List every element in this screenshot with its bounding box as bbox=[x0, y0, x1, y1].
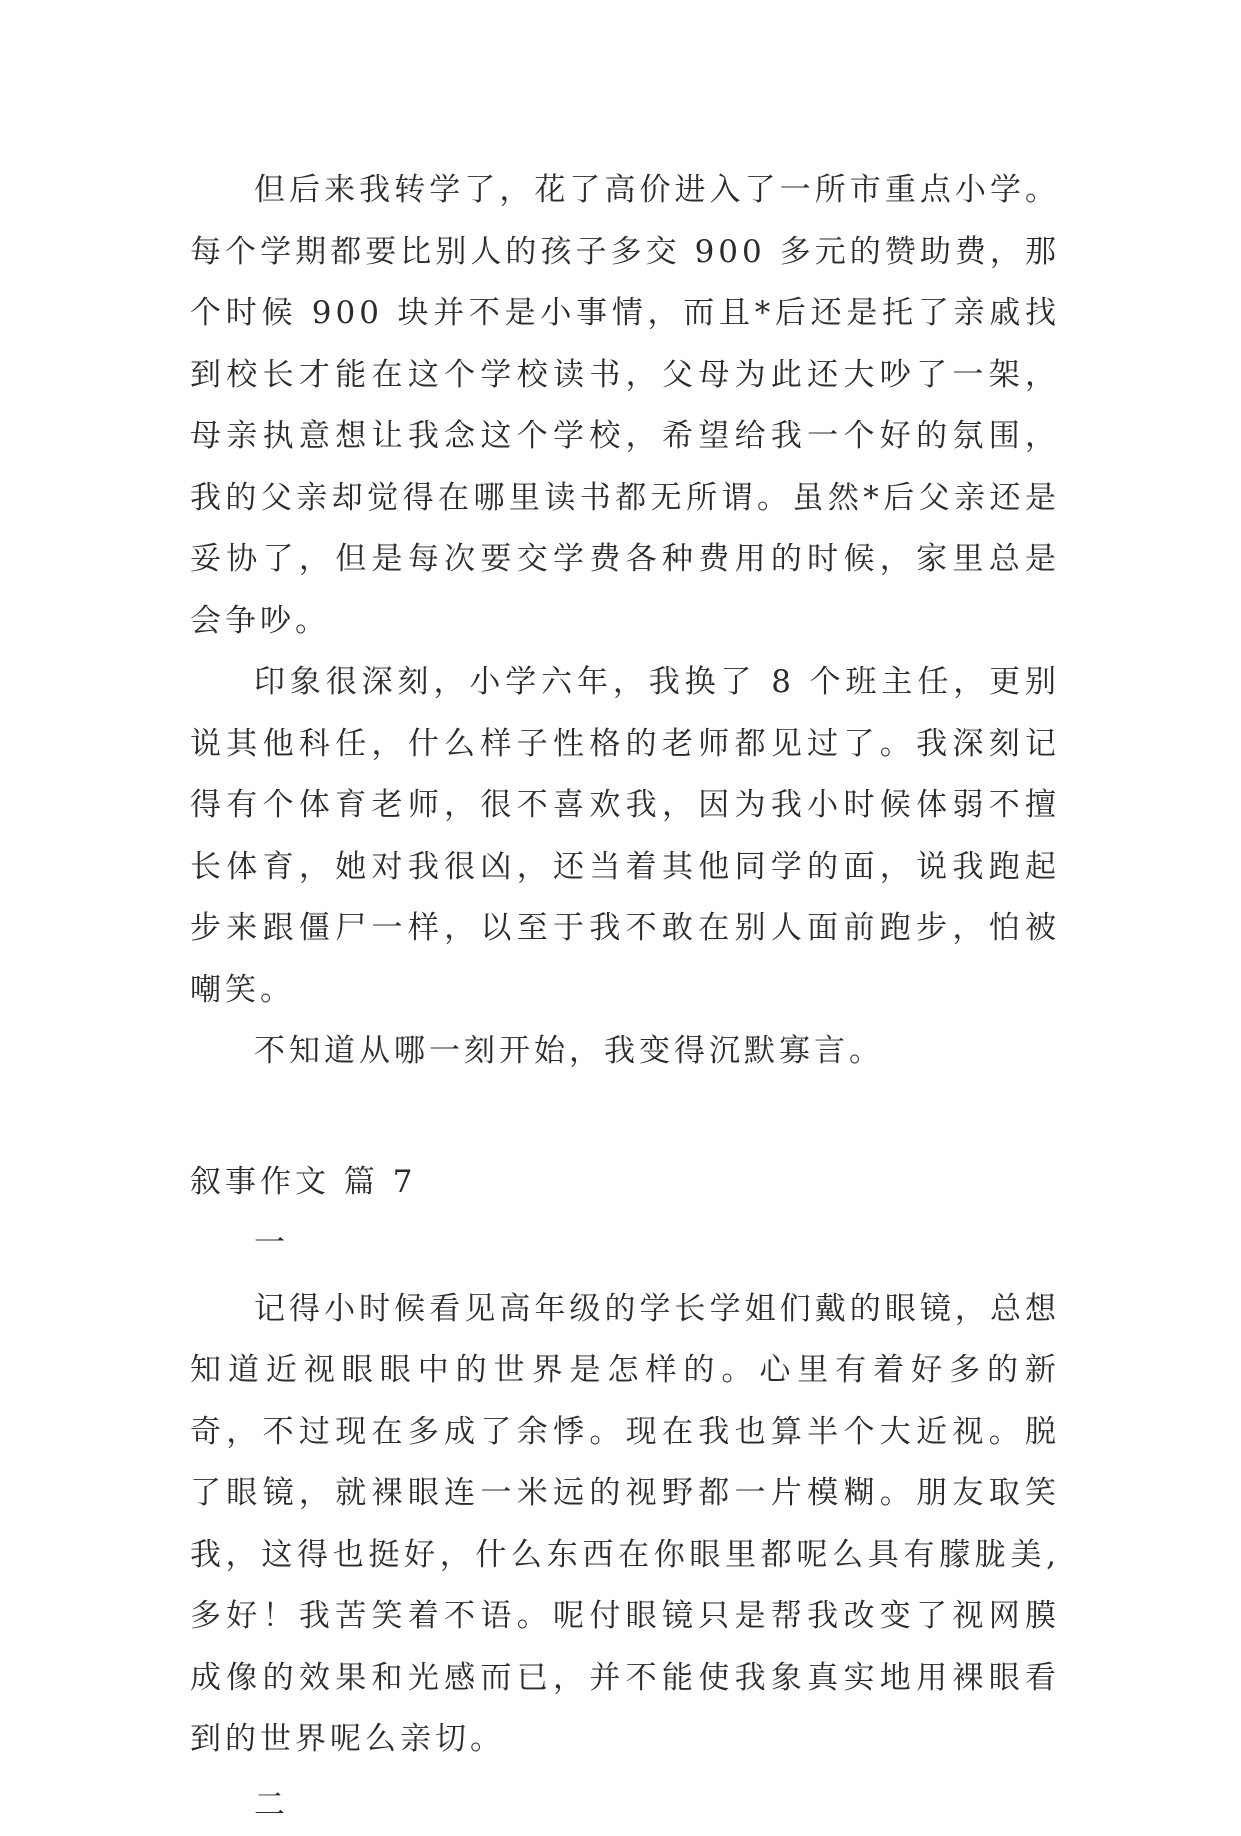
paragraph-primary-school-memory: 印象很深刻，小学六年，我换了 8 个班主任，更别说其他科任，什么样子性格的老师都见过了。我深刻记得有个体育老师，很不喜欢我，因为我小时候体弱不擅长体育，她对我很凶，还当着其他同学的面，说我跑起步来跟僵尸一样，以至于我不敢在别人面前跑步，怕被嘲笑。 bbox=[190, 652, 1060, 1021]
paragraph-glasses: 记得小时候看见高年级的学长学姐们戴的眼镜，总想知道近视眼眼中的世界是怎样的。心里有着好多的新奇，不过现在多成了余悸。现在我也算半个大近视。脱了眼镜，就裸眼连一米远的视野都一片模糊。朋友取笑我，这得也挺好，什么东西在你眼里都呢么具有朦胧美,多好！我苦笑着不语。呢付眼镜只是帮我改变了视网膜成像的效果和光感而已，并不能使我象真实地用裸眼看到的世界呢么亲切。 bbox=[190, 1279, 1060, 1771]
section-title: 叙事作文 篇 7 bbox=[190, 1152, 1060, 1214]
section-numeral-two: 二 bbox=[190, 1775, 1060, 1836]
section-numeral-one: 一 bbox=[190, 1213, 1060, 1275]
paragraph-transfer-school: 但后来我转学了，花了高价进入了一所市重点小学。每个学期都要比别人的孩子多交 900 多元的赞助费，那个时候 900 块并不是小事情，而且*后还是托了亲戚找到校长才能在这个学校读书，父母为此还大吵了一架，母亲执意想让我念这个学校，希望给我一个好的氛围，我的父亲却觉得在哪里读书都无所谓。虽然*后父亲还是妥协了，但是每次要交学费各种费用的时候，家里总是会争吵。 bbox=[190, 160, 1060, 652]
document-body bbox=[190, 160, 1060, 1836]
paragraph-became-silent: 不知道从哪一刻开始，我变得沉默寡言。 bbox=[190, 1021, 1060, 1083]
